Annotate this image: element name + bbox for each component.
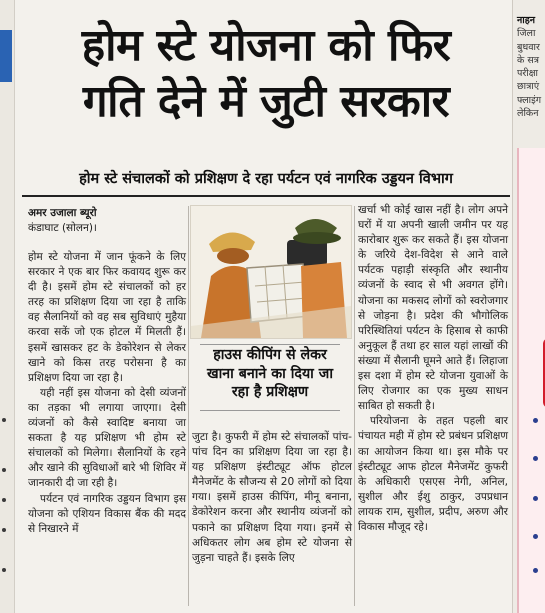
- pullquote: [190, 346, 350, 402]
- adjacent-article-right-column: [512, 0, 545, 613]
- pullquote-line: हाउस कीपिंग से लेकर: [213, 347, 327, 363]
- paragraph: पर्यटन एवं नागरिक उड्डयन विभाग इस योजना को एशियन विकास बैंक की मदद से निखारने में: [28, 492, 186, 535]
- headline-line-2: गति देने में जुटी सरकार: [82, 76, 450, 127]
- right-column-text: [513, 0, 545, 120]
- article-column-1: [28, 250, 186, 537]
- dateline: कंडाघाट (सोलन)।: [28, 222, 97, 234]
- right-column-line: छात्राएं: [517, 81, 540, 93]
- right-column-line: जिला: [517, 28, 536, 40]
- column-divider: [188, 206, 189, 606]
- pullquote-rule: [200, 344, 340, 345]
- blue-banner-fragment: [0, 30, 12, 82]
- paragraph: यही नहीं इस योजना को देसी व्यंजनों का तड़का भी लगाया जाएगा। देसी व्यंजनों को कैसे स्वादिष्ट बनाया जा सकता है यह प्रशिक्षण भी होम स्टे संचालकों को मिलेगा। सैलानियों के रहने और खाने की सुविधाओं बारे भी शिविर में जानकारी दी जा रही है।: [28, 386, 186, 490]
- right-column-line: बुधवार: [517, 41, 540, 53]
- column-divider: [354, 206, 355, 606]
- bullet-dot: [533, 456, 538, 461]
- right-column-line: के सत्र: [517, 54, 539, 66]
- right-column-line: नाहन: [517, 15, 536, 26]
- bullet-dot: [533, 418, 538, 423]
- bullet-dot: [533, 534, 538, 539]
- bullet-dot: [2, 468, 6, 472]
- headline-rule: [22, 195, 510, 197]
- tourists-illustration: [190, 205, 352, 339]
- right-column-line: लेकिन: [517, 108, 539, 120]
- pullquote-line: रहा है प्रशिक्षण: [231, 384, 309, 400]
- bullet-dot: [2, 568, 6, 572]
- pullquote-line: खाना बनाने का दिया जा: [207, 365, 333, 382]
- subheadline: होम स्टे संचालकों को प्रशिक्षण दे रहा पर्यटन एवं नागरिक उड्डयन विभाग: [79, 171, 453, 187]
- byline: अमर उजाला ब्यूरो: [28, 207, 97, 219]
- bullet-dot: [533, 568, 538, 573]
- article-column-2: [192, 430, 352, 566]
- paragraph: जुटा है। कुफरी में होम स्टे संचालकों पांच-पांच दिन का प्रशिक्षण दिया जा रहा है। यह प्रशिक्षण इंस्टीट्यूट ऑफ होटल मैनेजमेंट के सौजन्य से 20 लोगों को दिया गया। इसमें हाउस कीपिंग, मीनू बनाना, डेकोरेशन करना और स्थानीय व्यंजनों को पकाने का प्रशिक्षण दिया गया। इनमें से अधिकतर लोग अब होम स्टे योजना से जुड़ना चाहते हैं। इसके लिए: [192, 431, 352, 564]
- right-column-line: परीक्षा: [517, 68, 539, 80]
- right-column-line: फ्लाइंग: [517, 94, 542, 106]
- paragraph: खर्चा भी कोई खास नहीं है। लोग अपने घरों में या अपनी खाली जमीन पर यह कारोबार शुरू कर सकते हैं। इस योजना के जरिये देश-विदेश से आने वाले पर्यटक पहाड़ी संस्कृति और स्थानीय व्यंजनों के स्वाद से भी अवगत होंगे। योजना का मकसद लोगों को स्वरोजगार से जोड़ना है। प्रदेश की भौगोलिक परिस्थितियां पर्यटन के हिसाब से काफी अनुकूल हैं तथा हर साल यहां लाखों की संख्या में सैलानी घूमने आते हैं। लिहाजा इस दशा में होम स्टे योजना युवाओं के लिए रोजगार का एक मुख्य साधन साबित हो सकती है।: [358, 204, 508, 413]
- paragraph: परियोजना के तहत पहली बार पंचायत मही में होम स्टे प्रबंधन प्रशिक्षण का आयोजन किया था। इस मौके पर इंस्टीट्यूट आफ होटल मैनेजमेंट कुफरी के अधिकारी एसएस नेगी, अनिल, सुशील और ईशु ठाकुर, उपप्रधान लायक राम, सुशील, प्रदीप, अरुण और विकास मौजूद रहे।: [358, 415, 508, 533]
- bullet-dot: [2, 418, 6, 422]
- adjacent-pink-box: [517, 148, 545, 613]
- adjacent-article-left-edge: [0, 0, 15, 613]
- pullquote-rule: [200, 410, 340, 411]
- paragraph: होम स्टे योजना में जान फूंकने के लिए सरकार ने एक बार फिर कवायद शुरू कर दी है। इसमें होम स्टे संचालकों को हर तरह का प्रशिक्षण दिया जा रहा है ताकि वह सैलानियों को वह सब सुविधाएं मुहैया करवा सकें जो एक होटल में मिलती हैं। इसमें खासकर हट के डेकोरेशन से लेकर खाने को किस तरह परोसना है का प्रशिक्षण दिया जा रहा है।: [28, 251, 186, 384]
- headline: [22, 18, 510, 130]
- bullet-dot: [533, 496, 538, 501]
- article-column-3: [358, 203, 508, 535]
- next-headline-fragment: [22, 604, 510, 613]
- bullet-dot: [2, 528, 6, 532]
- bullet-dot: [2, 498, 6, 502]
- headline-line-1: होम स्टे योजना को फिर: [81, 20, 451, 71]
